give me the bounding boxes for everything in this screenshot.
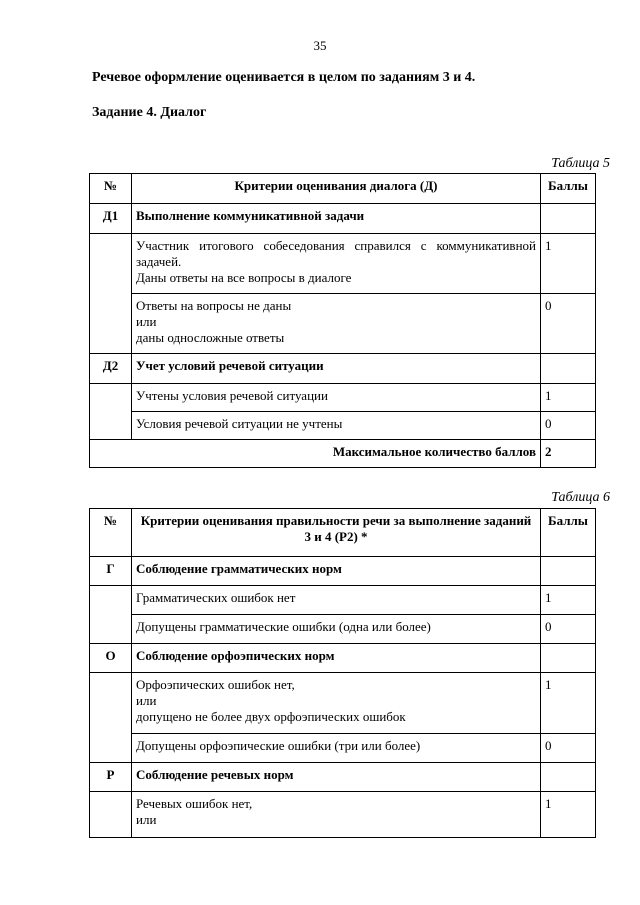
group-score-empty (541, 204, 596, 234)
group-title: Соблюдение речевых норм (132, 763, 541, 792)
criterion-text: Условия речевой ситуации не учтены (132, 412, 541, 440)
group-title: Соблюдение грамматических норм (132, 557, 541, 586)
criterion-row (90, 384, 596, 412)
criterion-score: 0 (541, 294, 596, 354)
criterion-score: 1 (541, 792, 596, 838)
criterion-text: Учтены условия речевой ситуации (132, 384, 541, 412)
group-row (90, 204, 596, 234)
task-title: Задание 4. Диалог (92, 105, 207, 120)
table6-speech-criteria (89, 508, 596, 838)
group-score-empty (541, 557, 596, 586)
group-row (90, 354, 596, 384)
table6-caption: Таблица 6 (551, 490, 610, 505)
col-number-header: № (90, 174, 132, 204)
group-title: Выполнение коммуникативной задачи (132, 204, 541, 234)
group-score-empty (541, 354, 596, 384)
group-score-empty (541, 644, 596, 673)
criterion-row (90, 673, 596, 734)
criterion-text: Допущены орфоэпические ошибки (три или более) (132, 734, 541, 763)
criterion-row (90, 734, 596, 763)
criterion-score: 1 (541, 384, 596, 412)
col-score-header: Баллы (541, 174, 596, 204)
col-criteria-header: Критерии оценивания правильности речи за выполнение заданий 3 и 4 (Р2) * (132, 509, 541, 557)
group-code: Д1 (90, 204, 132, 234)
total-row (90, 440, 596, 468)
table5-header-row (90, 174, 596, 204)
criterion-row (90, 792, 596, 838)
criterion-score: 0 (541, 734, 596, 763)
criterion-text: Допущены грамматические ошибки (одна или более) (132, 615, 541, 644)
empty-code-cell (90, 234, 132, 354)
group-title: Соблюдение орфоэпических норм (132, 644, 541, 673)
criterion-score: 0 (541, 615, 596, 644)
criterion-row (90, 586, 596, 615)
page-number: 35 (313, 38, 327, 53)
table5-caption: Таблица 5 (551, 156, 610, 171)
table5-dialog-criteria (89, 173, 596, 468)
criterion-score: 1 (541, 234, 596, 294)
criterion-text: Участник итогового собеседования справился с коммуникативной задачей. Даны ответы на все вопросы в диалоге (132, 234, 541, 294)
criterion-row (90, 294, 596, 354)
empty-code-cell (90, 586, 132, 644)
criterion-row (90, 412, 596, 440)
group-code: Г (90, 557, 132, 586)
col-number-header: № (90, 509, 132, 557)
col-score-header: Баллы (541, 509, 596, 557)
total-label: Максимальное количество баллов (90, 440, 541, 468)
criterion-text: Ответы на вопросы не даны или даны односложные ответы (132, 294, 541, 354)
criterion-text: Речевых ошибок нет, или (132, 792, 541, 838)
empty-code-cell (90, 673, 132, 763)
criterion-score: 1 (541, 586, 596, 615)
criterion-text: Орфоэпических ошибок нет, или допущено не более двух орфоэпических ошибок (132, 673, 541, 734)
intro-text: Речевое оформление оценивается в целом по заданиям 3 и 4. (92, 70, 476, 85)
criterion-score: 1 (541, 673, 596, 734)
group-code: Д2 (90, 354, 132, 384)
total-value: 2 (541, 440, 596, 468)
group-row (90, 557, 596, 586)
criterion-row (90, 234, 596, 294)
group-row (90, 763, 596, 792)
group-score-empty (541, 763, 596, 792)
group-row (90, 644, 596, 673)
empty-code-cell (90, 384, 132, 440)
group-code: Р (90, 763, 132, 792)
criterion-text: Грамматических ошибок нет (132, 586, 541, 615)
criterion-row (90, 615, 596, 644)
table6-header-row (90, 509, 596, 557)
col-criteria-header: Критерии оценивания диалога (Д) (132, 174, 541, 204)
criterion-score: 0 (541, 412, 596, 440)
empty-code-cell (90, 792, 132, 838)
group-title: Учет условий речевой ситуации (132, 354, 541, 384)
group-code: О (90, 644, 132, 673)
